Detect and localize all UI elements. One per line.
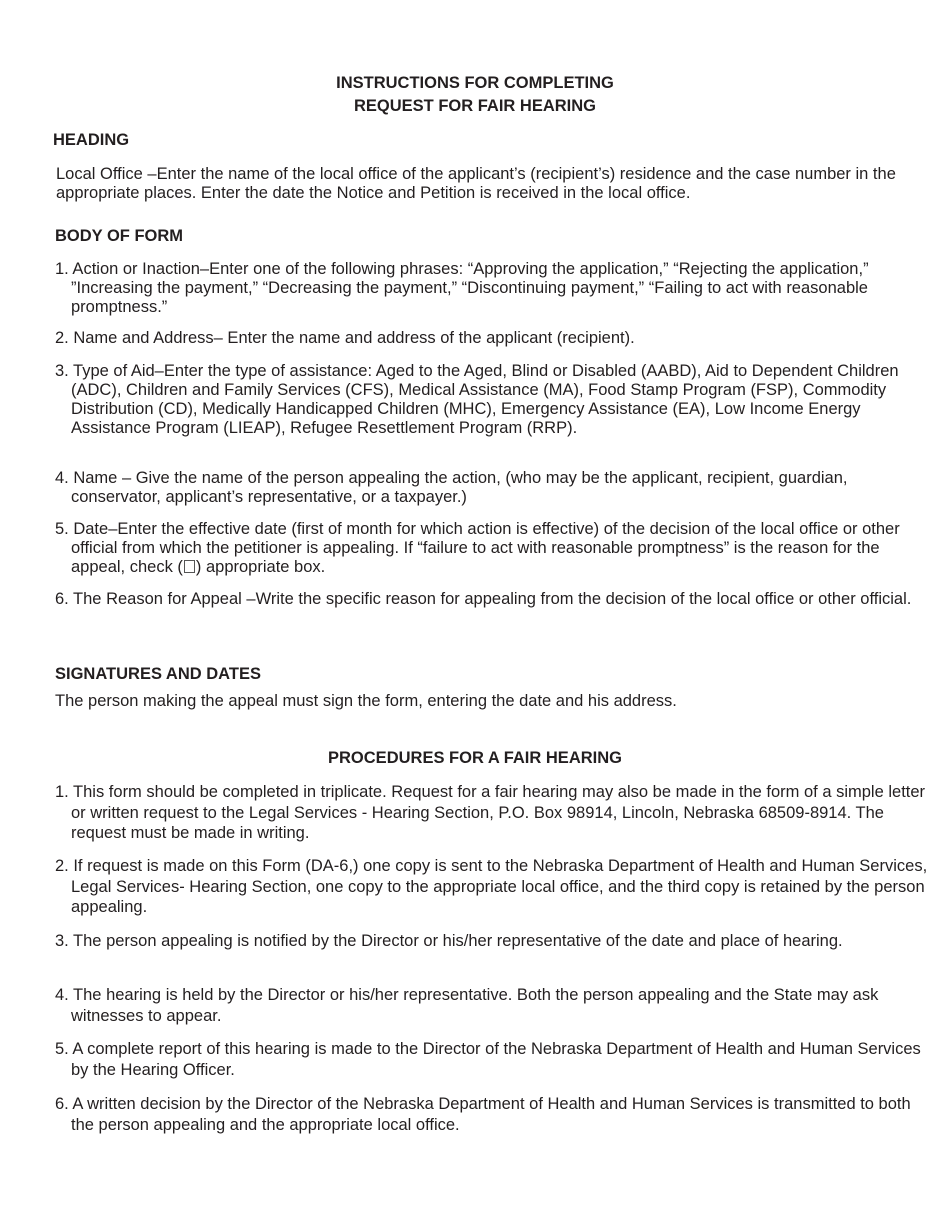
procedures-title: PROCEDURES FOR A FAIR HEARING: [328, 749, 622, 767]
body-item-3: 3. Type of Aid–Enter the type of assistance: Aged to the Aged, Blind or Disabled (AABD), Aid to Dependent Children (ADC), Children and Family Services (CFS), Medical Assistance (MA), Food Stamp Program (FSP), Commodity Distribution (CD), Medically Handicapped Children (MHC), Emergency Assistance (EA), Low Income Energy Assistance Program (LIEAP), Refugee Resettlement Program (RRP).: [55, 362, 899, 437]
signatures-text: The person making the appeal must sign the form, entering the date and his address.: [55, 692, 677, 710]
procedure-item-5: 5. A complete report of this hearing is made to the Director of the Nebraska Department of Health and Human Services by the Hearing Officer.: [55, 1040, 921, 1079]
body-item-4: 4. Name – Give the name of the person appealing the action, (who may be the applicant, recipient, guardian, conservator, applicant’s representative, or a taxpayer.): [55, 469, 848, 506]
procedure-item-3: 3. The person appealing is notified by the Director or his/her representative of the date and place of hearing.: [55, 932, 843, 950]
body-item-6: 6. The Reason for Appeal –Write the specific reason for appealing from the decision of the local office or other official.: [55, 590, 912, 608]
procedure-item-6: 6. A written decision by the Director of the Nebraska Department of Health and Human Services is transmitted to both the person appealing and the appropriate local office.: [55, 1095, 911, 1134]
body-item-1: 1. Action or Inaction–Enter one of the following phrases: “Approving the application,” “Rejecting the application,” ”Increasing the payment,” “Decreasing the payment,” “Discontinuing payment,” “Failing to act with reasonable promptness.”: [55, 260, 869, 316]
body-item-5: [55, 520, 931, 577]
signatures-title: SIGNATURES AND DATES: [55, 665, 261, 683]
document-title-line-1: INSTRUCTIONS FOR COMPLETING: [336, 74, 614, 92]
body-of-form-title: BODY OF FORM: [55, 227, 184, 245]
body-item-2: 2. Name and Address– Enter the name and address of the applicant (recipient).: [55, 329, 635, 347]
document-title-line-2: REQUEST FOR FAIR HEARING: [353, 97, 596, 115]
procedure-item-2: 2. If request is made on this Form (DA-6,) one copy is sent to the Nebraska Department of Health and Human Services, Legal Services- Hearing Section, one copy to the appropriate local office, and the third copy is retained by the person appealing.: [55, 857, 928, 916]
procedure-item-4: 4. The hearing is held by the Director or his/her representative. Both the person appealing and the State may ask witnesses to appear.: [55, 986, 879, 1025]
heading-section-text: Local Office –Enter the name of the local office of the applicant’s (recipient’s) residence and the case number in the appropriate places. Enter the date the Notice and Petition is received in the local office.: [56, 165, 896, 202]
body-item-5-text-start: 5. Date–Enter the effective date (first of month for which action is effective) of the decision of the local office or other official from which the petitioner is appealing. If “failure to act with reasonable promptness” is the reason for the appeal, check (: [55, 520, 900, 576]
body-item-5-text-end: ) appropriate box.: [195, 558, 326, 576]
procedure-item-1: 1. This form should be completed in triplicate. Request for a fair hearing may also be made in the form of a simple letter or written request to the Legal Services - Hearing Section, P.O. Box 98914, Lincoln, Nebraska 68509-8914. The request must be made in writing.: [55, 783, 926, 842]
heading-section-title: HEADING: [53, 131, 130, 149]
checkbox-icon: [184, 560, 195, 573]
